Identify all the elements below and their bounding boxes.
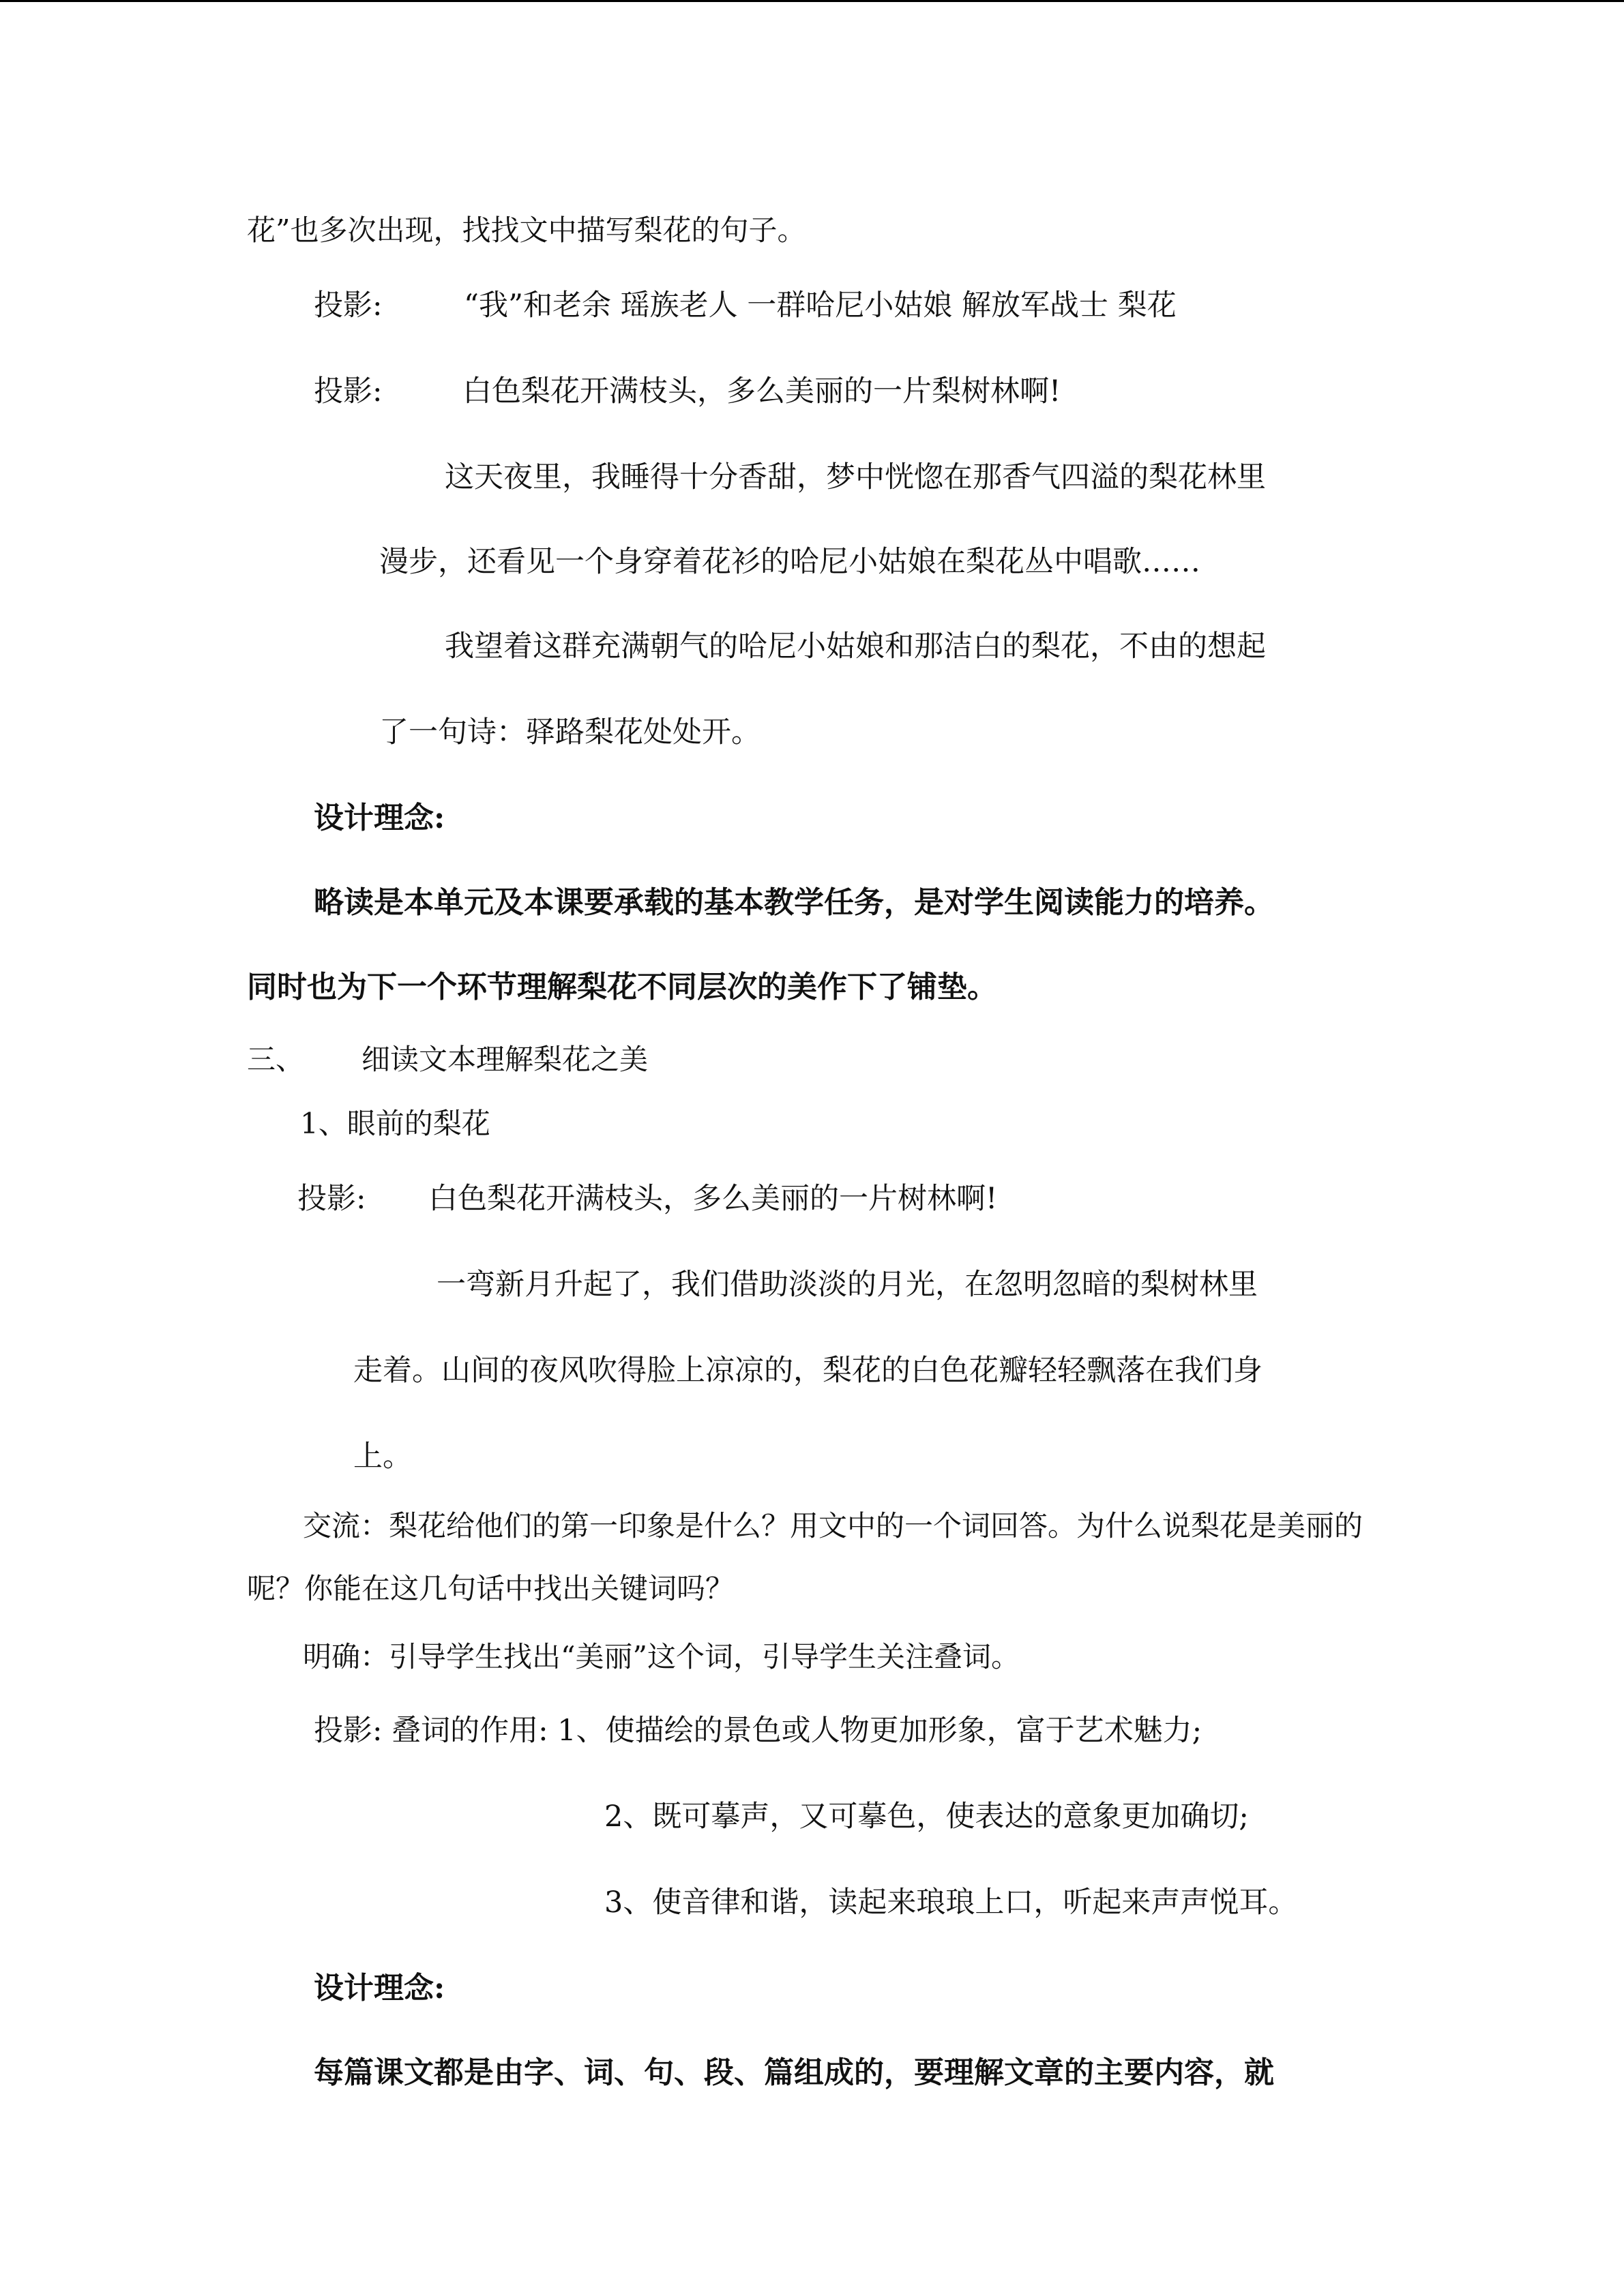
- reduplication-point-3: 3、使音律和谐，读起来琅琅上口，听起来声声悦耳。: [604, 1885, 1298, 1920]
- reduplication-point-1: 投影: 叠词的作用: 1、使描绘的景色或人物更加形象，富于艺术魅力;: [314, 1714, 1202, 1748]
- section-title: 细读文本理解梨花之美: [361, 1043, 649, 1076]
- quote-line: 一弯新月升起了，我们借助淡淡的月光，在忽明忽暗的梨树林里: [437, 1268, 1258, 1302]
- text-line: 花”也多次出现，找找文中描写梨花的句子。: [247, 213, 806, 247]
- quote-line: 这天夜里，我睡得十分香甜，梦中恍惚在那香气四溢的梨花林里: [445, 460, 1266, 494]
- quote-line: 走着。山间的夜风吹得脸上凉凉的，梨花的白色花瓣轻轻飘落在我们身: [353, 1354, 1263, 1388]
- projection-label: 投影:: [297, 1182, 366, 1216]
- projection-label: 投影:: [314, 374, 383, 408]
- reduplication-point-2: 2、既可摹声，又可摹色，使表达的意象更加确切;: [604, 1800, 1249, 1834]
- quote-line: 上。: [353, 1440, 412, 1474]
- design-concept-text: 每篇课文都是由字、词、句、段、篇组成的，要理解文章的主要内容，就: [314, 2055, 1274, 2090]
- discussion-text: 呢？你能在这几句话中找出关键词吗？: [247, 1572, 735, 1605]
- discussion-text: 交流：梨花给他们的第一印象是什么？用文中的一个词回答。为什么说梨花是美丽的: [303, 1509, 1363, 1542]
- quote-line: 白色梨花开满枝头，多么美丽的一片树林啊!: [428, 1182, 998, 1216]
- quote-line: 我望着这群充满朝气的哈尼小姑娘和那洁白的梨花，不由的想起: [445, 629, 1266, 664]
- design-concept-heading: 设计理念:: [314, 801, 445, 835]
- projection-label: 投影:: [314, 288, 383, 323]
- subsection-title: 1、眼前的梨花: [300, 1107, 490, 1140]
- clarification-text: 明确：引导学生找出“美丽”这个词，引导学生关注叠词。: [303, 1640, 1020, 1673]
- design-concept-text: 同时也为下一个环节理解梨花不同层次的美作下了铺垫。: [247, 970, 997, 1004]
- quote-line: 白色梨花开满枝头，多么美丽的一片梨树林啊!: [462, 374, 1061, 408]
- quote-line: 漫步，还看见一个身穿着花衫的哈尼小姑娘在梨花丛中唱歌……: [379, 545, 1200, 579]
- design-concept-heading: 设计理念:: [314, 1971, 445, 2006]
- design-concept-text: 略读是本单元及本课要承载的基本教学任务，是对学生阅读能力的培养。: [314, 885, 1274, 920]
- quote-line: 了一句诗：驿路梨花处处开。: [379, 715, 761, 749]
- section-number: 三、: [247, 1043, 305, 1076]
- character-list: “我”和老余 瑶族老人 一群哈尼小姑娘 解放军战士 梨花: [464, 288, 1177, 323]
